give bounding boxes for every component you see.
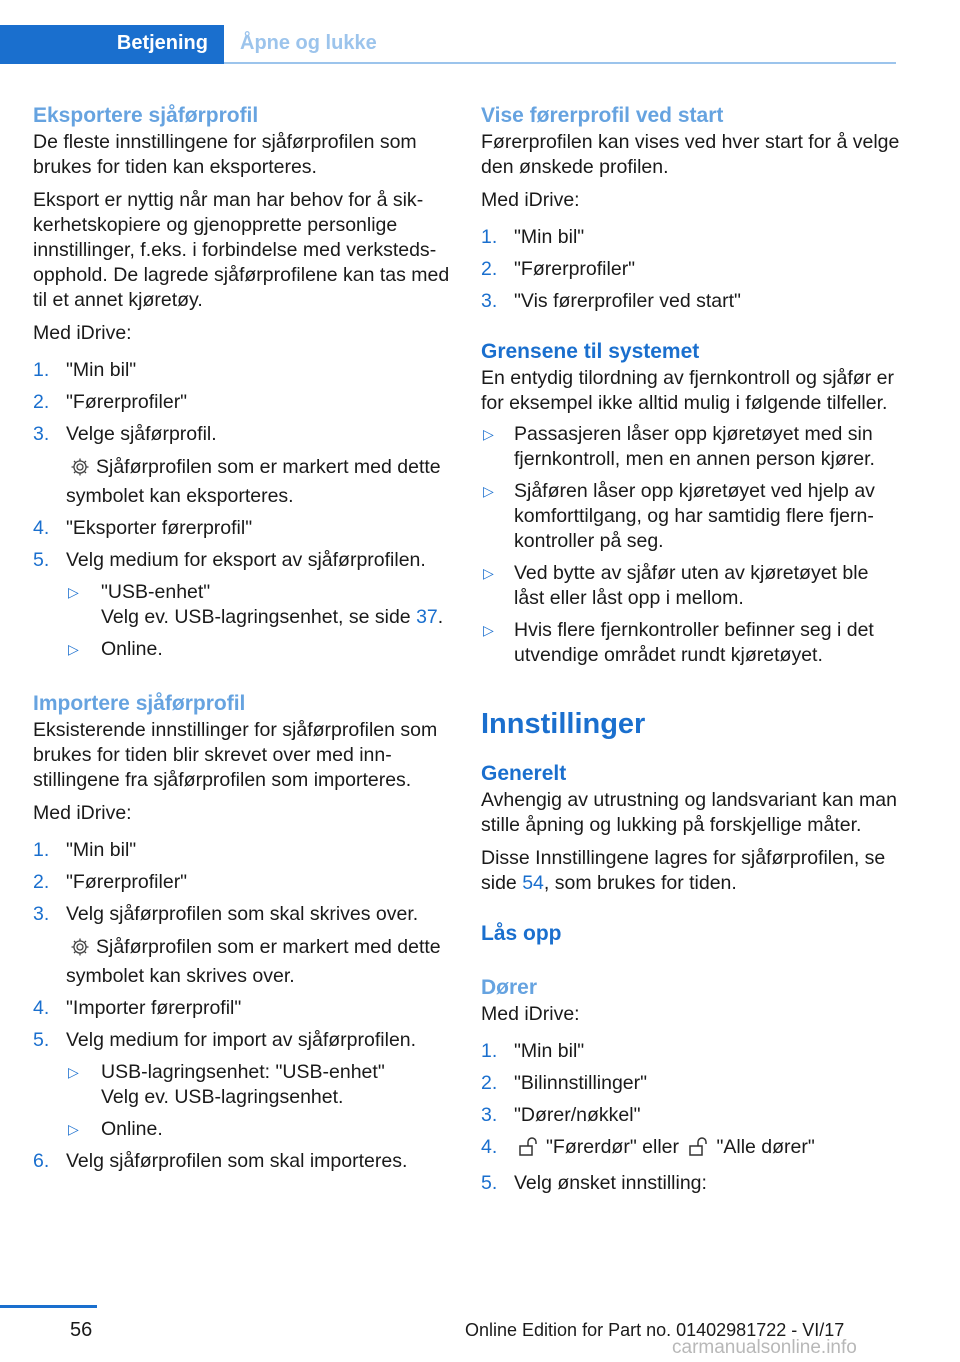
- triangle-bullet-icon: ▷: [68, 1121, 79, 1137]
- page-number: 56: [70, 1319, 93, 1341]
- doors-heading: Dører: [481, 976, 538, 999]
- list-item: 3. "Dører/nøkkel": [481, 1104, 641, 1126]
- import-steps: [33, 838, 453, 1174]
- footer-rule: [0, 1305, 97, 1308]
- import-heading: Importere sjåførprofil: [33, 692, 246, 715]
- export-paragraph-1: De fleste innstillingene for sjåførprofilen som brukes for tiden kan eksporteres.: [33, 131, 417, 178]
- show-idrive-label: Med iDrive:: [481, 189, 580, 211]
- general-heading: Generelt: [481, 762, 567, 785]
- limits-bullets: [481, 422, 901, 668]
- list-item: 5. Velg ønsket innstilling:: [481, 1172, 707, 1194]
- export-paragraph-2: Eksport er nyttig når man har behov for å sikkerhetskopiere og gjenopprette personlige innstillinger, f.eks. i forbindelse med verkstedsopphold. De lagrede sjåførprofilene kan tas med til et annet kjøretøy.: [33, 189, 450, 311]
- list-item: 2. "Førerprofiler": [33, 871, 188, 893]
- right-column: [481, 102, 901, 1196]
- triangle-bullet-icon: ▷: [483, 622, 494, 638]
- triangle-bullet-icon: ▷: [68, 641, 79, 657]
- list-item: 1. "Min bil": [33, 839, 137, 861]
- export-heading: Eksportere sjåførprofil: [33, 104, 259, 127]
- edition-text: Online Edition for Part no. 01402981722 - VI/17: [465, 1320, 845, 1340]
- list-item: 1. "Min bil": [481, 1040, 585, 1062]
- triangle-bullet-icon: ▷: [483, 565, 494, 581]
- list-item: 2. "Førerprofiler": [33, 391, 188, 413]
- doors-steps: [481, 1039, 901, 1196]
- triangle-bullet-icon: ▷: [68, 1064, 79, 1080]
- list-item: ▷ "USB-enhet" Velg ev. USB-lagringsenhet, se side 37.: [68, 581, 444, 628]
- limits-paragraph: En entydig tilordning av fjernkontroll og sjåfør er for eksempel ikke alltid mulig i følgende tilfeller.: [481, 367, 894, 414]
- unlock-heading: Lås opp: [481, 922, 562, 945]
- list-item: 4. "Eksporter førerprofil": [33, 517, 253, 539]
- list-item: 6. Velg sjåførprofilen som skal importeres.: [33, 1150, 408, 1172]
- list-item: 3. Velg sjåførprofilen som skal skrives over. Sjåførprofilen som er markert med dette symbolet kan skrives over.: [33, 902, 453, 989]
- list-item: ▷ Sjåføren låser opp kjøretøyet ved hjelp av komforttilgang, og har samtidig flere fjernkontroller på seg.: [483, 480, 875, 552]
- import-paragraph-1: Eksisterende innstillinger for sjåførprofilen som brukes for tiden blir skrevet over med innstillingene fra sjåførprofilen som importeres.: [33, 719, 438, 791]
- unlock-icon: [518, 1137, 540, 1164]
- page-link-37[interactable]: 37: [416, 606, 438, 628]
- list-item: ▷ USB-lagringsenhet: "USB-enhet" Velg ev. USB-lagringsenhet.: [68, 1061, 385, 1108]
- list-item: ▷ Ved bytte av sjåfør uten av kjøretøyet ble låst eller låst opp i mellom.: [483, 562, 869, 609]
- unlock-icon: [688, 1137, 710, 1164]
- list-item: ▷ Passasjeren låser opp kjøretøyet med sin fjernkontroll, men en annen person kjører.: [483, 423, 875, 470]
- doors-idrive-label: Med iDrive:: [481, 1003, 580, 1025]
- triangle-bullet-icon: ▷: [483, 426, 494, 442]
- tab-betjening[interactable]: Betjening: [0, 25, 224, 64]
- import-idrive-label: Med iDrive:: [33, 802, 132, 824]
- general-paragraph-2: Disse Innstillingene lagres for sjåførprofilen, se side 54, som brukes for tiden.: [481, 847, 886, 894]
- list-item: 2. "Bilinnstillinger": [481, 1072, 648, 1094]
- list-item: ▷ Online.: [68, 1118, 163, 1140]
- settings-heading: Innstillinger: [481, 708, 646, 740]
- page-link-54[interactable]: 54: [522, 872, 544, 894]
- limits-heading: Grensene til systemet: [481, 340, 700, 363]
- list-item: 4. "Førerdør" eller "Alle dører": [481, 1135, 901, 1164]
- export-steps: [33, 358, 453, 662]
- left-column: [33, 102, 453, 1174]
- watermark: carmanualsonline.info: [672, 1337, 857, 1358]
- export-idrive-label: Med iDrive:: [33, 322, 132, 344]
- list-item: ▷ Hvis flere fjernkontroller befinner seg i det utvendige området rundt kjøretøyet.: [483, 619, 874, 666]
- tab-apne-og-lukke[interactable]: Åpne og lukke: [240, 32, 377, 54]
- list-item: ▷ Online.: [68, 638, 163, 660]
- list-item: 1. "Min bil": [33, 359, 137, 381]
- triangle-bullet-icon: ▷: [68, 584, 79, 600]
- list-item: 5. Velg medium for import av sjåførprofilen. ▷ USB-lagringsenhet: "USB-enhet" Velg ev. USB-lagringsenhet. ▷ Online.: [33, 1028, 453, 1142]
- list-item: 3. "Vis førerprofiler ved start": [481, 290, 741, 312]
- general-paragraph-1: Avhengig av utrustning og landsvariant kan man stille åpning og lukking på forskjellige måter.: [481, 789, 897, 836]
- export-note: Sjåførprofilen som er markert med dette symbolet kan eksporteres.: [66, 456, 441, 507]
- gear-icon: [70, 937, 90, 964]
- list-item: 2. "Førerprofiler": [481, 258, 636, 280]
- list-item: 4. "Importer førerprofil": [33, 997, 242, 1019]
- import-sublist: [66, 1060, 453, 1142]
- triangle-bullet-icon: ▷: [483, 483, 494, 499]
- show-profile-heading: Vise førerprofil ved start: [481, 104, 724, 127]
- show-steps: [481, 225, 901, 314]
- list-item: 3. Velge sjåførprofil. Sjåførprofilen som er markert med dette symbolet kan eksporteres.: [33, 422, 453, 509]
- export-sublist: [66, 580, 453, 662]
- list-item: 1. "Min bil": [481, 226, 585, 248]
- gear-icon: [70, 457, 90, 484]
- list-item: 5. Velg medium for eksport av sjåførprofilen. ▷ "USB-enhet" Velg ev. USB-lagringsenhet, se side 37. ▷ Online.: [33, 548, 453, 662]
- import-note: Sjåførprofilen som er markert med dette symbolet kan skrives over.: [66, 936, 441, 987]
- show-paragraph-1: Førerprofilen kan vises ved hver start for å velge den ønskede profilen.: [481, 131, 900, 178]
